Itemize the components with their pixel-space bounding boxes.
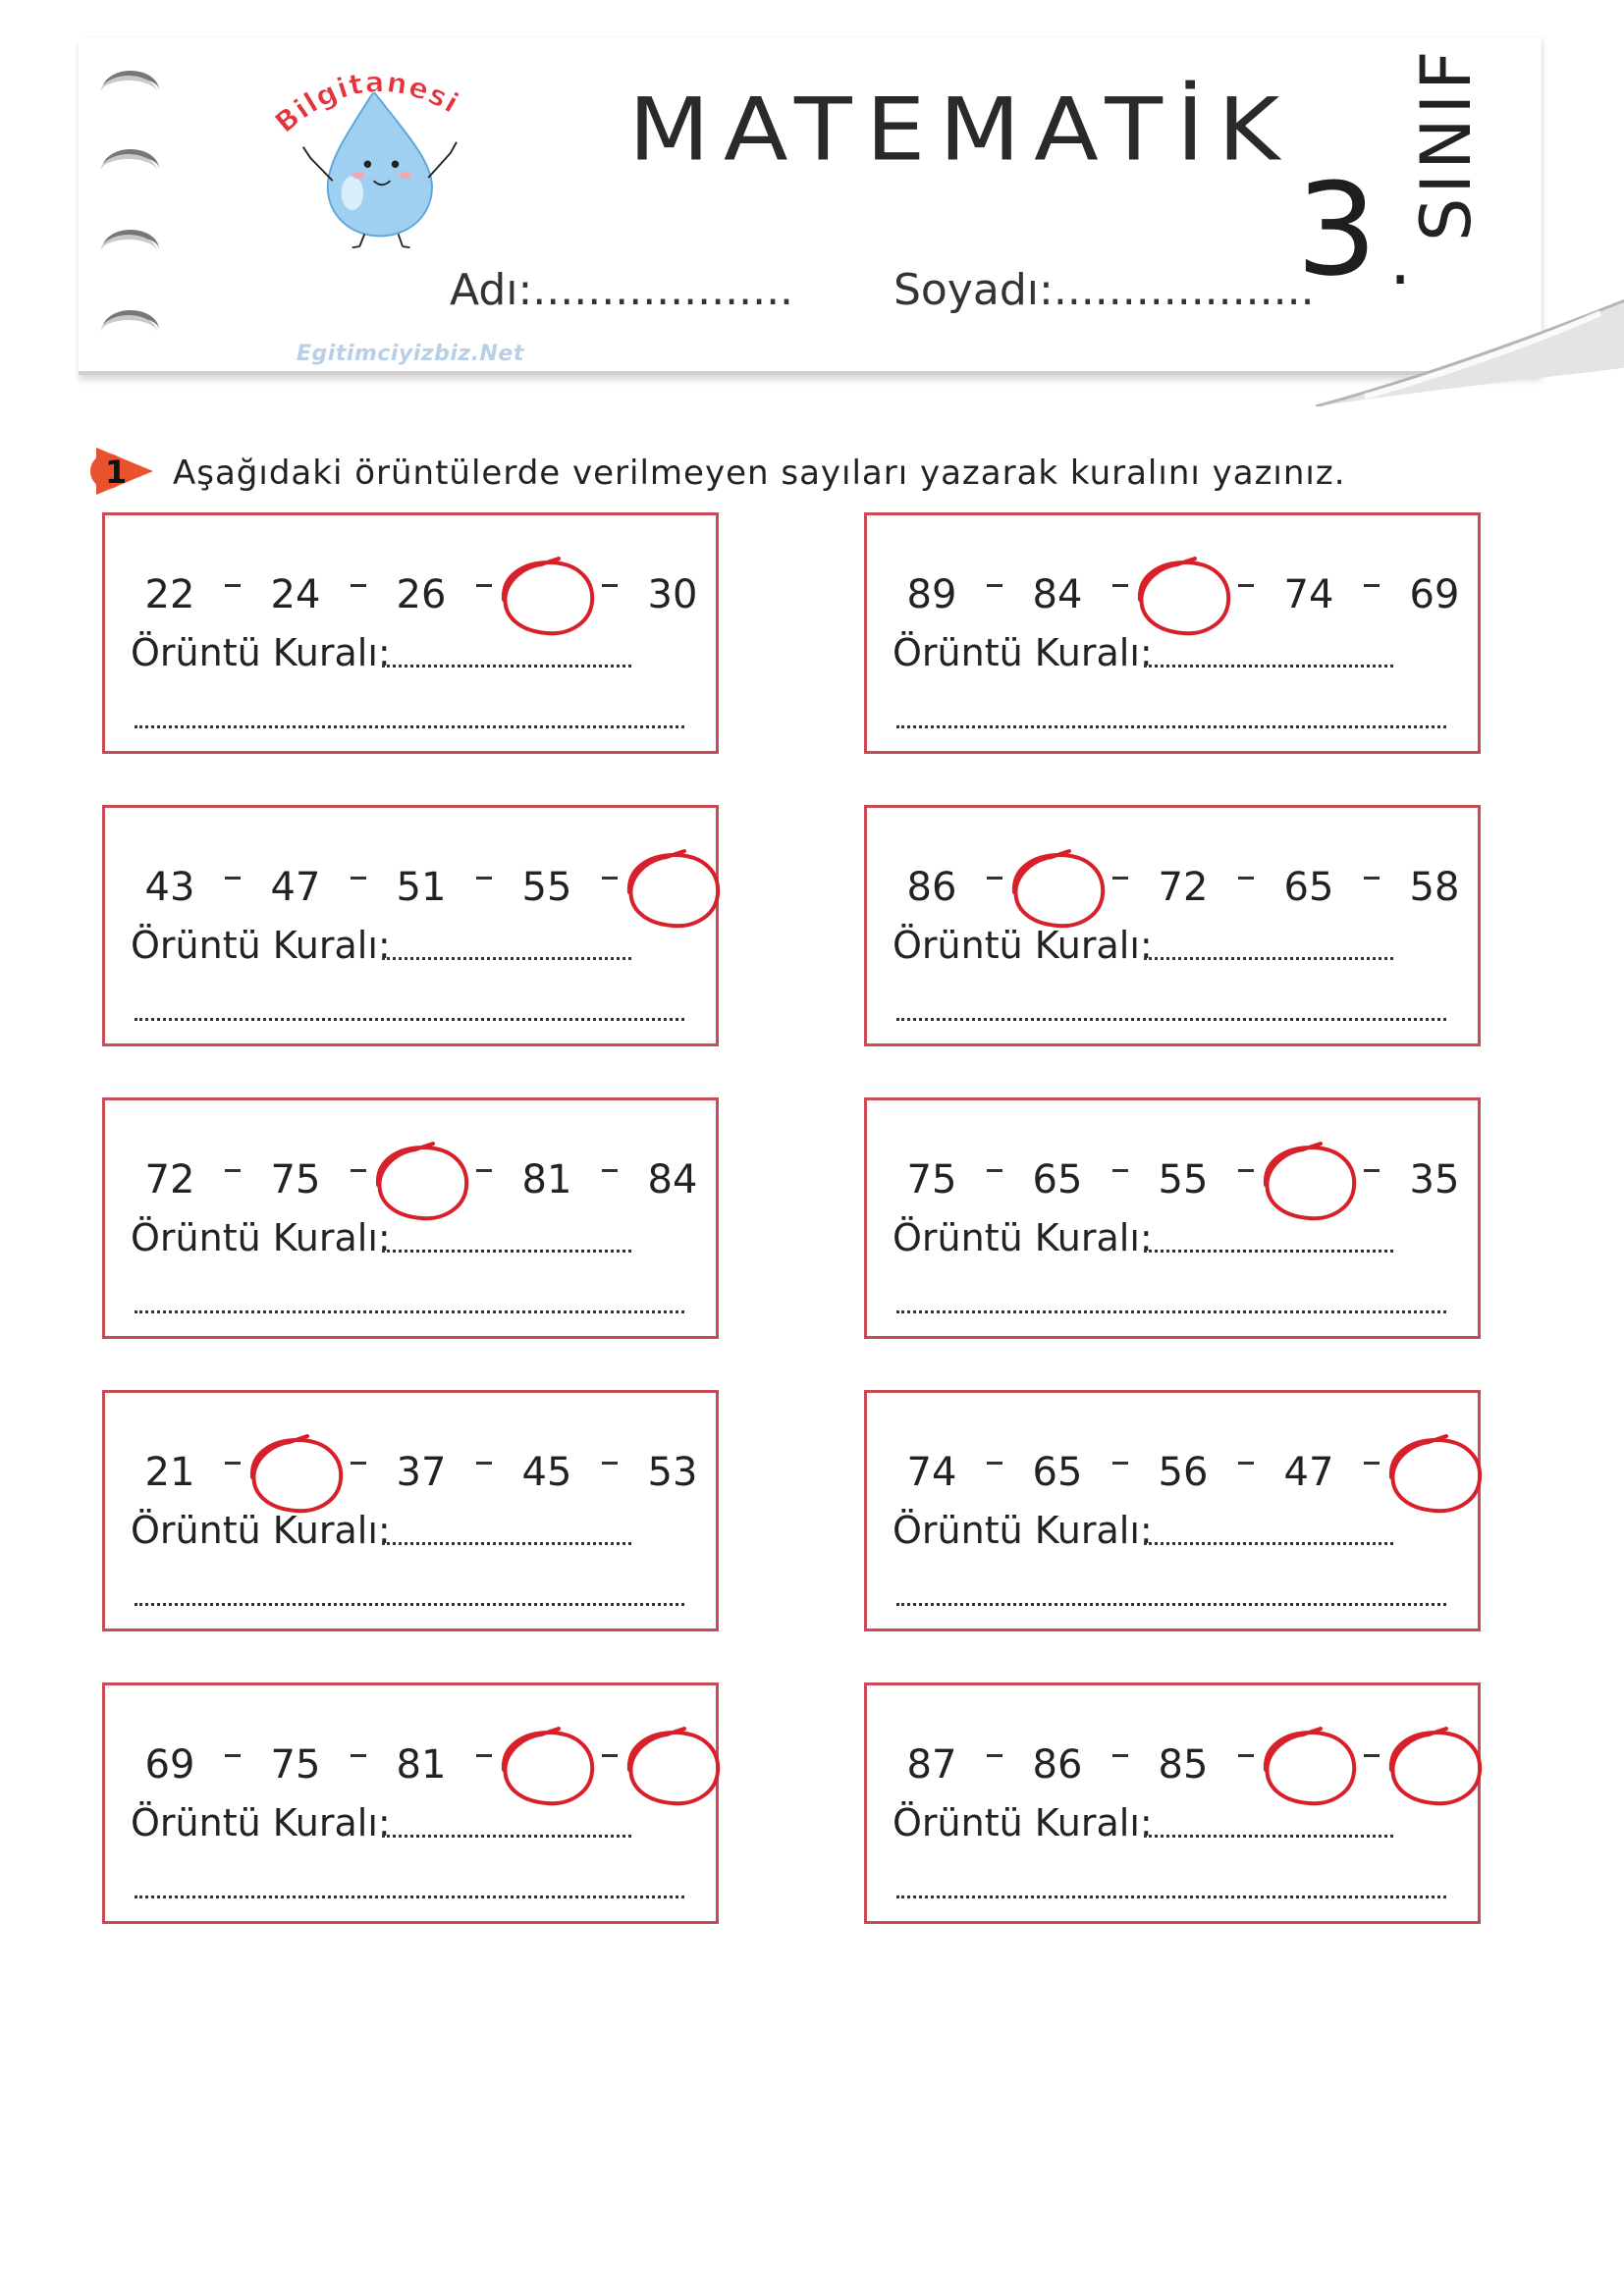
rule-label: Örüntü Kuralı: xyxy=(893,1216,1153,1259)
sequence-number: 69 xyxy=(144,1742,195,1788)
missing-number-blank[interactable] xyxy=(496,1725,598,1809)
binder-ring-icon xyxy=(102,149,159,188)
sequence-number: 74 xyxy=(906,1450,957,1495)
sequence-dash xyxy=(225,584,241,587)
sequence-dash xyxy=(476,877,492,880)
sequence-number: 86 xyxy=(1032,1742,1083,1788)
sequence-number: 86 xyxy=(906,865,957,910)
rule-label: Örüntü Kuralı: xyxy=(131,631,391,674)
sequence-number: 87 xyxy=(906,1742,957,1788)
rule-answer-line[interactable] xyxy=(1144,1542,1393,1545)
sequence-number: 75 xyxy=(270,1742,321,1788)
rule-answer-line[interactable] xyxy=(1144,1250,1393,1253)
sequence-number: 37 xyxy=(396,1450,447,1495)
number-sequence xyxy=(867,1432,1484,1501)
sequence-dash xyxy=(1112,877,1128,880)
number-sequence xyxy=(105,1725,722,1793)
rule-answer-line[interactable] xyxy=(1144,957,1393,960)
pattern-box xyxy=(102,805,719,1046)
sequence-number: 47 xyxy=(1283,1450,1334,1495)
rule-answer-line[interactable] xyxy=(896,1603,1446,1606)
sequence-number: 47 xyxy=(270,865,321,910)
pattern-box xyxy=(864,512,1481,754)
sequence-number: 69 xyxy=(1409,572,1460,617)
grade-dot: . xyxy=(1389,220,1412,300)
sequence-dash xyxy=(351,877,366,880)
missing-number-blank[interactable] xyxy=(1383,1725,1486,1809)
question-text: Aşağıdaki örüntülerde verilmeyen sayıları yazarak kuralını yazınız. xyxy=(173,454,1346,493)
number-sequence xyxy=(105,1140,722,1208)
sequence-dash xyxy=(602,584,618,587)
sequence-dash xyxy=(225,1169,241,1172)
pattern-box xyxy=(864,1097,1481,1339)
sequence-dash xyxy=(987,1169,1002,1172)
sequence-dash xyxy=(1112,584,1128,587)
page-curl-icon xyxy=(1306,269,1624,406)
sequence-number: 22 xyxy=(144,572,195,617)
sequence-dash xyxy=(602,1754,618,1757)
sequence-dash xyxy=(1238,584,1254,587)
rule-answer-line[interactable] xyxy=(1144,665,1393,667)
number-sequence xyxy=(867,1140,1484,1208)
sequence-dash xyxy=(1112,1462,1128,1465)
rule-answer-line[interactable] xyxy=(896,1896,1446,1898)
sequence-dash xyxy=(225,1754,241,1757)
question-number: 1 xyxy=(105,454,128,491)
rule-answer-line[interactable] xyxy=(382,1542,631,1545)
sequence-number: 56 xyxy=(1158,1450,1209,1495)
sequence-number: 55 xyxy=(1158,1157,1209,1202)
rule-answer-line[interactable] xyxy=(382,957,631,960)
rule-answer-line[interactable] xyxy=(382,665,631,667)
missing-number-blank[interactable] xyxy=(1132,555,1234,639)
missing-number-blank[interactable] xyxy=(370,1140,472,1224)
missing-number-blank[interactable] xyxy=(622,1725,724,1809)
binder-ring-icon xyxy=(102,71,159,110)
rule-answer-line[interactable] xyxy=(135,1603,684,1606)
sequence-dash xyxy=(351,1754,366,1757)
sequence-number: 74 xyxy=(1283,572,1334,617)
sequence-dash xyxy=(1238,1462,1254,1465)
binder-ring-icon xyxy=(102,230,159,269)
rule-answer-line[interactable] xyxy=(135,1896,684,1898)
missing-number-blank[interactable] xyxy=(622,847,724,932)
rule-answer-line[interactable] xyxy=(382,1250,631,1253)
surname-field[interactable]: Soyadı:................... xyxy=(893,265,1315,315)
sequence-number: 58 xyxy=(1409,865,1460,910)
question-number-badge xyxy=(90,442,159,501)
number-sequence xyxy=(105,1432,722,1501)
brand-url: Egitimciyizbiz.Net xyxy=(297,342,524,366)
sequence-number: 81 xyxy=(396,1742,447,1788)
pattern-box xyxy=(864,805,1481,1046)
sequence-dash xyxy=(1364,1754,1380,1757)
number-sequence xyxy=(867,1725,1484,1793)
sequence-dash xyxy=(351,584,366,587)
sequence-dash xyxy=(1112,1169,1128,1172)
rule-answer-line[interactable] xyxy=(135,725,684,728)
missing-number-blank[interactable] xyxy=(1383,1432,1486,1517)
sequence-dash xyxy=(1364,1169,1380,1172)
pattern-box xyxy=(102,512,719,754)
sequence-dash xyxy=(987,877,1002,880)
name-field[interactable]: Adı:................... xyxy=(450,265,794,315)
binder-ring-icon xyxy=(102,310,159,349)
sequence-dash xyxy=(1364,584,1380,587)
sequence-number: 89 xyxy=(906,572,957,617)
pattern-box xyxy=(102,1682,719,1924)
rule-answer-line[interactable] xyxy=(135,1310,684,1313)
rule-label: Örüntü Kuralı: xyxy=(131,1509,391,1552)
grade-number: 3 xyxy=(1296,155,1378,304)
sequence-number: 30 xyxy=(647,572,698,617)
sequence-dash xyxy=(476,1754,492,1757)
missing-number-blank[interactable] xyxy=(1258,1725,1360,1809)
brand-name: Bilgitanesi xyxy=(268,65,465,139)
sequence-number: 53 xyxy=(647,1450,698,1495)
rule-answer-line[interactable] xyxy=(896,725,1446,728)
rule-label: Örüntü Kuralı: xyxy=(131,1801,391,1844)
sequence-number: 81 xyxy=(521,1157,572,1202)
sequence-number: 65 xyxy=(1283,865,1334,910)
page-title: MATEMATİK xyxy=(628,79,1294,181)
sequence-dash xyxy=(1238,877,1254,880)
rule-label: Örüntü Kuralı: xyxy=(893,924,1153,967)
sequence-number: 85 xyxy=(1158,1742,1209,1788)
sequence-dash xyxy=(225,1462,241,1465)
sequence-number: 51 xyxy=(396,865,447,910)
sequence-number: 72 xyxy=(144,1157,195,1202)
sequence-dash xyxy=(476,584,492,587)
sequence-number: 75 xyxy=(270,1157,321,1202)
rule-answer-line[interactable] xyxy=(382,1835,631,1838)
sequence-dash xyxy=(987,584,1002,587)
sequence-number: 24 xyxy=(270,572,321,617)
pattern-box xyxy=(102,1390,719,1631)
rule-label: Örüntü Kuralı: xyxy=(131,924,391,967)
missing-number-blank[interactable] xyxy=(1258,1140,1360,1224)
sequence-number: 45 xyxy=(521,1450,572,1495)
rule-answer-line[interactable] xyxy=(135,1018,684,1021)
sequence-dash xyxy=(602,1462,618,1465)
sequence-dash xyxy=(1238,1754,1254,1757)
sequence-number: 55 xyxy=(521,865,572,910)
grade-word: SINIF xyxy=(1406,46,1487,241)
sequence-dash xyxy=(1364,1462,1380,1465)
sequence-number: 65 xyxy=(1032,1157,1083,1202)
sequence-number: 75 xyxy=(906,1157,957,1202)
sequence-number: 72 xyxy=(1158,865,1209,910)
sequence-dash xyxy=(987,1754,1002,1757)
sequence-number: 21 xyxy=(144,1450,195,1495)
sequence-dash xyxy=(476,1169,492,1172)
sequence-number: 35 xyxy=(1409,1157,1460,1202)
rule-answer-line[interactable] xyxy=(1144,1835,1393,1838)
sequence-dash xyxy=(1364,877,1380,880)
pattern-box xyxy=(102,1097,719,1339)
number-sequence xyxy=(105,555,722,623)
worksheet-header xyxy=(79,37,1542,375)
number-sequence xyxy=(867,847,1484,916)
sequence-dash xyxy=(602,877,618,880)
sequence-number: 84 xyxy=(1032,572,1083,617)
sequence-number: 43 xyxy=(144,865,195,910)
sequence-number: 26 xyxy=(396,572,447,617)
sequence-dash xyxy=(351,1462,366,1465)
sequence-dash xyxy=(987,1462,1002,1465)
sequence-dash xyxy=(225,877,241,880)
missing-number-blank[interactable] xyxy=(1006,847,1109,932)
sequence-number: 84 xyxy=(647,1157,698,1202)
pattern-box xyxy=(864,1390,1481,1631)
sequence-dash xyxy=(1238,1169,1254,1172)
rule-answer-line[interactable] xyxy=(896,1018,1446,1021)
rule-label: Örüntü Kuralı: xyxy=(893,631,1153,674)
rule-answer-line[interactable] xyxy=(896,1310,1446,1313)
sequence-dash xyxy=(351,1169,366,1172)
sequence-dash xyxy=(476,1462,492,1465)
number-sequence xyxy=(867,555,1484,623)
water-drop-mascot-icon xyxy=(177,55,589,251)
missing-number-blank[interactable] xyxy=(496,555,598,639)
sequence-dash xyxy=(602,1169,618,1172)
sequence-number: 65 xyxy=(1032,1450,1083,1495)
rule-label: Örüntü Kuralı: xyxy=(893,1509,1153,1552)
brand-logo xyxy=(177,55,589,369)
number-sequence xyxy=(105,847,722,916)
missing-number-blank[interactable] xyxy=(244,1432,347,1517)
rule-label: Örüntü Kuralı: xyxy=(893,1801,1153,1844)
pattern-box xyxy=(864,1682,1481,1924)
sequence-dash xyxy=(1112,1754,1128,1757)
rule-label: Örüntü Kuralı: xyxy=(131,1216,391,1259)
